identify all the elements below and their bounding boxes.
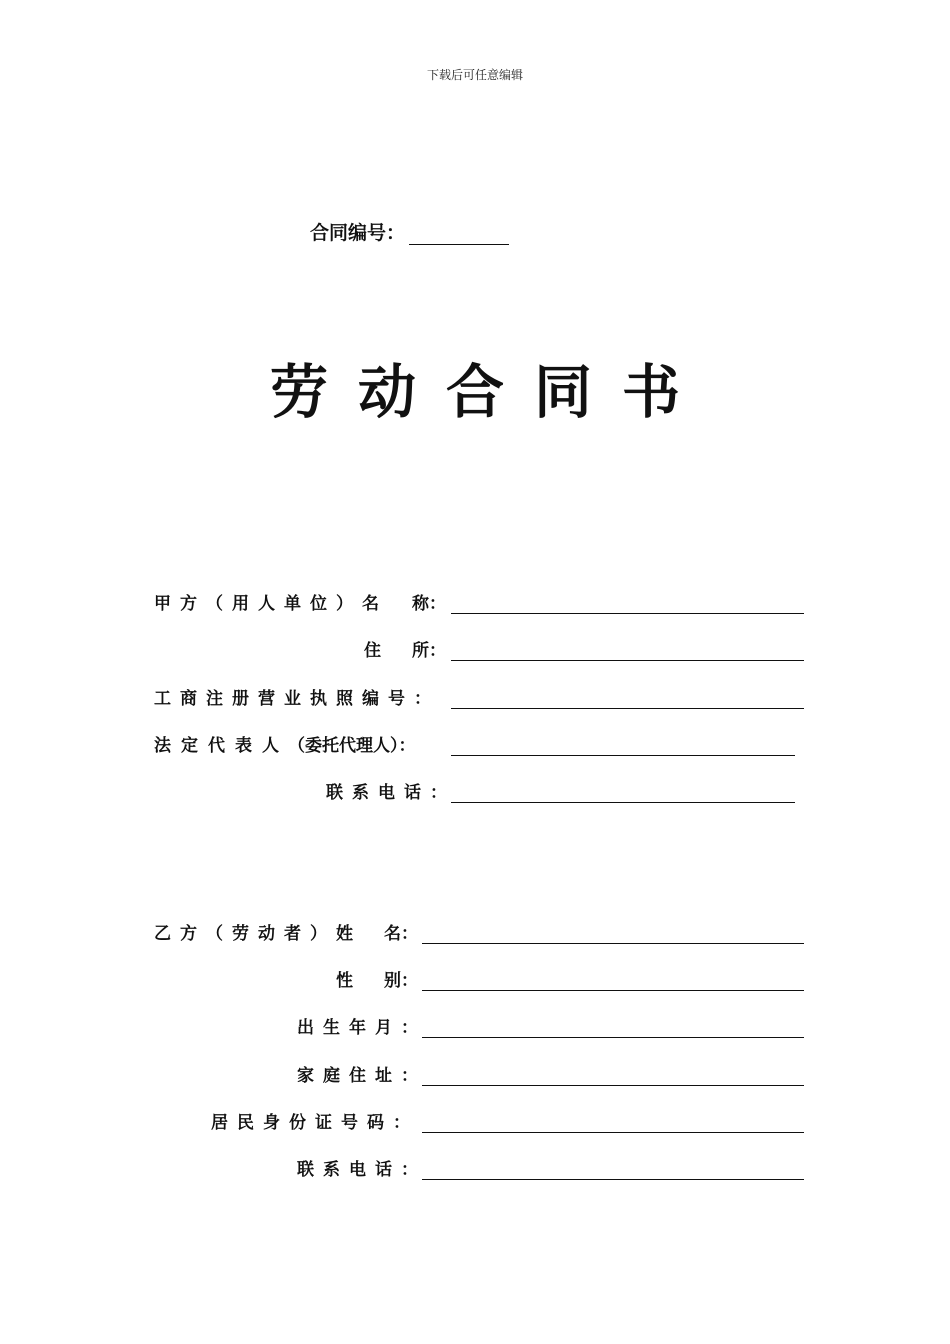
party-b-phone-field[interactable] — [422, 1179, 804, 1180]
party-b-id-label: 居民身份证号码： — [211, 1113, 419, 1133]
party-a-address-label-a: 住 — [364, 641, 381, 661]
party-a-rep-field[interactable] — [451, 755, 795, 756]
party-b-name-field[interactable] — [422, 943, 804, 944]
party-b-birth-row — [0, 1016, 950, 1040]
contract-number — [310, 218, 509, 245]
party-b-birth-label: 出生年月： — [297, 1018, 427, 1038]
party-b-name-row — [0, 922, 950, 946]
party-b-gender-field[interactable] — [422, 990, 804, 991]
header-note: 下载后可任意编辑 — [426, 68, 523, 82]
contract-number-blank[interactable] — [409, 224, 509, 245]
party-b-phone-label: 联系电话： — [297, 1160, 427, 1180]
party-a-rep-label-a: 法定代表人 — [154, 736, 289, 756]
party-a-name-label-suffix: 称： — [412, 594, 446, 614]
party-a-license-row — [0, 687, 950, 711]
party-a-address-label-b: 所： — [412, 641, 446, 661]
party-b-address-field[interactable] — [422, 1085, 804, 1086]
party-a-address-row — [0, 639, 950, 663]
party-a-name-label: 甲方（用人单位）名 — [154, 594, 388, 614]
party-b-phone-row — [0, 1158, 950, 1182]
party-b-name-label-b: 名： — [384, 924, 418, 944]
party-a-license-label: 工商注册营业执照编号： — [154, 689, 440, 709]
party-a-phone-field[interactable] — [451, 802, 795, 803]
party-a-phone-row — [0, 781, 950, 805]
page-title: 劳动合同书 — [269, 358, 710, 426]
party-b-gender-label-a: 性 — [336, 971, 353, 991]
party-b-name-label-a: 姓 — [336, 924, 353, 944]
party-a-phone-label: 联系电话： — [326, 783, 456, 803]
party-b-id-field[interactable] — [422, 1132, 804, 1133]
party-a-name-field[interactable] — [451, 613, 804, 614]
party-b-gender-row — [0, 969, 950, 993]
party-a-address-field[interactable] — [451, 660, 804, 661]
party-a-rep-label-b: （委托代理人）： — [288, 736, 416, 756]
party-b-gender-label-b: 别： — [384, 971, 418, 991]
party-a-license-field[interactable] — [451, 708, 804, 709]
party-b-address-row — [0, 1064, 950, 1088]
contract-number-label: 合同编号： — [310, 222, 406, 244]
party-b-name-label-prefix: 乙方（劳动者） — [154, 924, 336, 944]
party-b-birth-field[interactable] — [422, 1037, 804, 1038]
party-a-rep-row — [0, 734, 950, 758]
party-b-address-label: 家庭住址： — [297, 1066, 427, 1086]
party-a-name-row — [0, 592, 950, 616]
party-b-id-row — [0, 1111, 950, 1135]
